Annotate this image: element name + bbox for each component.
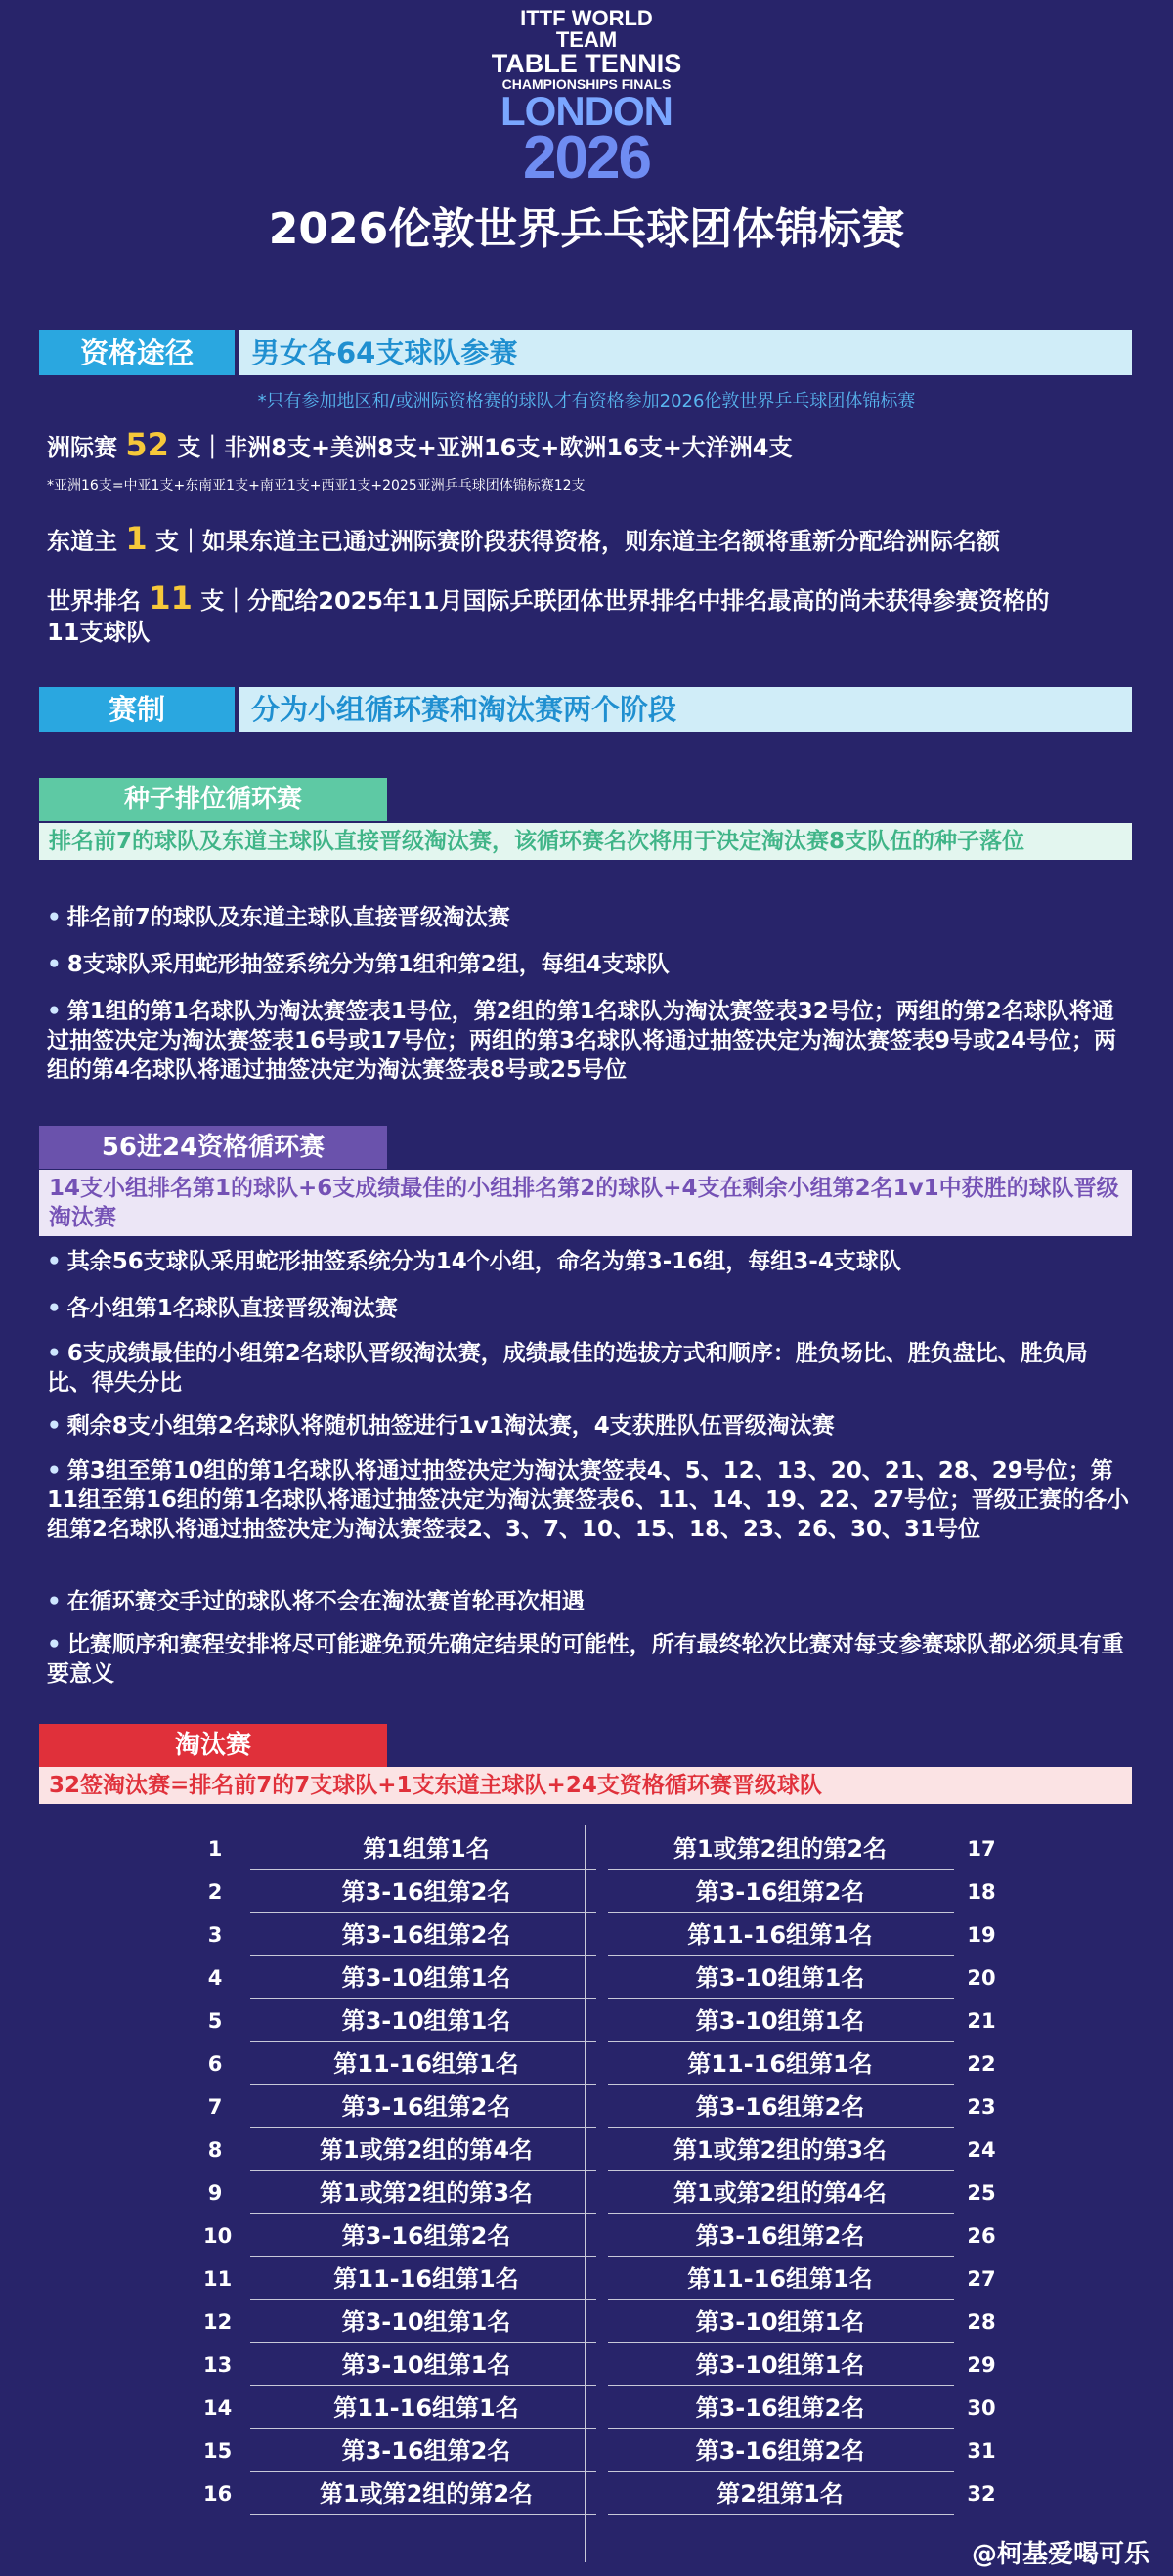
- bracket-right-slot: 第3-16组第2名: [695, 1878, 865, 1906]
- bracket-row: [203, 1827, 1005, 1870]
- qual56-tag: 56进24资格循环赛: [39, 1126, 387, 1169]
- bracket-left-slot: 第3-10组第1名: [341, 2351, 511, 2379]
- bracket-left-seed: 13: [203, 2353, 233, 2377]
- bracket-row: [203, 2300, 1005, 2343]
- bracket-right-seed: 17: [967, 1837, 996, 1861]
- bracket-right-seed: 21: [967, 2009, 996, 2033]
- bracket-row: [203, 2472, 1005, 2515]
- continental-number: 52: [125, 426, 169, 463]
- world-prefix: 世界排名: [47, 587, 141, 615]
- bracket-left-seed: 14: [203, 2396, 233, 2420]
- world-suffix-1: 支｜分配给2025年11月国际乒联团体世界排名中排名最高的尚未获得参赛资格的: [200, 587, 1050, 615]
- logo-line-4: LONDON: [500, 88, 673, 134]
- bracket-row: [203, 1870, 1005, 1913]
- logo-line-2: TABLE TENNIS: [491, 49, 682, 78]
- bracket-row: [203, 2429, 1005, 2472]
- bracket-left-slot: 第3-16组第2名: [341, 2222, 511, 2250]
- bracket-row: [203, 1913, 1005, 1956]
- row-underline: [250, 2514, 596, 2515]
- bracket-left-seed: 2: [207, 1880, 223, 1904]
- bracket-left-slot: 第3-16组第2名: [341, 1878, 511, 1906]
- bracket-right-seed: 32: [967, 2482, 996, 2506]
- watermark: @柯基爱喝可乐: [971, 2540, 1150, 2569]
- bracket-left-seed: 8: [207, 2138, 223, 2162]
- bracket-left-slot: 第1或第2组的第3名: [319, 2179, 534, 2207]
- bullet-dot-icon: •: [47, 1413, 62, 1438]
- page-title: 2026伦敦世界乒乓球团体锦标赛: [268, 204, 905, 254]
- bracket-left-slot: 第3-16组第2名: [341, 2437, 511, 2465]
- bracket-left-seed: 7: [207, 2095, 223, 2119]
- bracket-right-seed: 31: [967, 2439, 996, 2463]
- bracket-right-seed: 19: [967, 1923, 996, 1947]
- bracket-right-slot: 第3-10组第1名: [695, 1964, 865, 1992]
- bracket-right-slot: 第3-10组第1名: [695, 2351, 865, 2379]
- qual56-bullet-2: • 各小组第1名球队直接晋级淘汰赛: [47, 1296, 398, 1321]
- bracket-right-slot: 第3-16组第2名: [695, 2437, 865, 2465]
- bracket-left-slot: 第1或第2组的第4名: [319, 2136, 534, 2164]
- bracket-left-seed: 10: [203, 2224, 233, 2248]
- event-logo: [489, 6, 684, 192]
- bracket-right-slot: 第11-16组第1名: [687, 2050, 873, 2078]
- bracket-right-seed: 28: [967, 2310, 996, 2334]
- qual56-bullet-5: • 第3组至第10组的第1名球队将通过抽签决定为淘汰赛签表4、5、12、13、20、21、28、29号位；第11组至第16组的第1名球队将通过抽签决定为淘汰赛签表6、11、14、19、22、27号位；晋级正赛的各小组第2名球队将通过抽签决定为淘汰赛签表2、3、7、10、15、18、23、26、30、31号位: [47, 1458, 1130, 1542]
- format-desc: 分为小组循环赛和淘汰赛两个阶段: [239, 687, 1132, 732]
- bracket-left-seed: 11: [203, 2267, 233, 2291]
- bracket-left-seed: 12: [203, 2310, 233, 2334]
- qualification-desc: 男女各64支球队参赛: [239, 330, 1132, 375]
- bullet-dot-icon: •: [47, 1632, 62, 1657]
- bracket-left-seed: 15: [203, 2439, 233, 2463]
- bracket-right-seed: 27: [967, 2267, 996, 2291]
- bracket-left-seed: 5: [207, 2009, 223, 2033]
- bracket-right-seed: 22: [967, 2052, 996, 2076]
- bracket-left-slot: 第3-16组第2名: [341, 1921, 511, 1949]
- qual56-summary: 14支小组排名第1的球队+6支成绩最佳的小组排名第2的球队+4支在剩余小组第2名1v1中获胜的球队晋级淘汰赛: [39, 1170, 1132, 1236]
- bullet-dot-icon: •: [47, 1589, 62, 1614]
- world-number: 11: [149, 580, 193, 617]
- bracket-left-slot: 第1或第2组的第2名: [319, 2480, 534, 2508]
- bracket-right-slot: 第1或第2组的第2名: [673, 1835, 888, 1863]
- bracket-right-slot: 第3-16组第2名: [695, 2093, 865, 2121]
- bracket-right-slot: 第1或第2组的第3名: [673, 2136, 888, 2164]
- bracket-row: [203, 2386, 1005, 2429]
- bracket-right-seed: 18: [967, 1880, 996, 1904]
- bracket-row: [203, 2085, 1005, 2128]
- qual56-bullet-1: • 其余56支球队采用蛇形抽签系统分为14个小组，命名为第3-16组，每组3-4支球队: [47, 1249, 901, 1274]
- bracket-left-slot: 第11-16组第1名: [333, 2050, 519, 2078]
- qual56-bullet-6: • 在循环赛交手过的球队将不会在淘汰赛首轮再次相遇: [47, 1589, 585, 1614]
- bracket-left-slot: 第3-10组第1名: [341, 2007, 511, 2035]
- seed-bullet-1: • 排名前7的球队及东道主球队直接晋级淘汰赛: [47, 905, 510, 930]
- bullet-dot-icon: •: [47, 952, 62, 977]
- bullet-dot-icon: •: [47, 1249, 62, 1274]
- bracket-row: [203, 2128, 1005, 2171]
- logo-line-1: ITTF WORLD TEAM: [520, 6, 653, 52]
- bracket-right-seed: 23: [967, 2095, 996, 2119]
- bracket-right-seed: 25: [967, 2181, 996, 2205]
- bullet-dot-icon: •: [47, 905, 62, 930]
- qual56-bullet-3: • 6支成绩最佳的小组第2名球队晋级淘汰赛，成绩最佳的选拔方式和顺序：胜负场比、胜负盘比、胜负局比、得失分比: [47, 1341, 1088, 1395]
- seed-bullet-2: • 8支球队采用蛇形抽签系统分为第1组和第2组，每组4支球队: [47, 952, 670, 977]
- bracket-right-slot: 第3-16组第2名: [695, 2222, 865, 2250]
- bracket-right-slot: 第11-16组第1名: [687, 1921, 873, 1949]
- bracket-right-slot: 第3-10组第1名: [695, 2308, 865, 2336]
- bracket-left-seed: 16: [203, 2482, 233, 2506]
- bracket-right-seed: 26: [967, 2224, 996, 2248]
- logo-line-3: CHAMPIONSHIPS FINALS: [501, 76, 672, 92]
- continental-suffix: 支｜非洲8支+美洲8支+亚洲16支+欧洲16支+大洋洲4支: [177, 434, 793, 461]
- bullet-dot-icon: •: [47, 1458, 62, 1483]
- bracket-left-seed: 4: [207, 1966, 223, 1990]
- bracket-row: [203, 2257, 1005, 2300]
- bullet-dot-icon: •: [47, 1296, 62, 1321]
- bracket-left-seed: 9: [207, 2181, 223, 2205]
- qualification-note: *只有参加地区和/或洲际资格赛的球队才有资格参加2026伦敦世界乒乓球团体锦标赛: [257, 391, 916, 411]
- knockout-bracket: [203, 1827, 1005, 2560]
- bracket-left-seed: 3: [207, 1923, 223, 1947]
- bracket-row: [203, 2042, 1005, 2085]
- format-tag: 赛制: [39, 687, 235, 732]
- bracket-row: [203, 1956, 1005, 1999]
- bracket-right-slot: 第3-16组第2名: [695, 2394, 865, 2422]
- bullet-dot-icon: •: [47, 1341, 62, 1366]
- bracket-left-slot: 第11-16组第1名: [333, 2265, 519, 2293]
- seed-summary: 排名前7的球队及东道主球队直接晋级淘汰赛，该循环赛名次将用于决定淘汰赛8支队伍的种子落位: [39, 823, 1132, 860]
- host-prefix: 东道主: [47, 528, 117, 555]
- bracket-left-slot: 第3-10组第1名: [341, 1964, 511, 1992]
- host-number: 1: [125, 520, 148, 557]
- bracket-left-slot: 第3-16组第2名: [341, 2093, 511, 2121]
- qual56-bullet-7: • 比赛顺序和赛程安排将尽可能避免预先确定结果的可能性，所有最终轮次比赛对每支参赛球队都必须具有重要意义: [47, 1632, 1124, 1687]
- qualification-tag: 资格途径: [39, 330, 235, 375]
- world-ranking-line: [47, 582, 1151, 648]
- row-underline: [608, 2514, 954, 2515]
- knockout-tag: 淘汰赛: [39, 1724, 387, 1767]
- bracket-right-slot: 第2组第1名: [717, 2480, 844, 2508]
- bracket-left-seed: 6: [207, 2052, 223, 2076]
- bracket-right-seed: 29: [967, 2353, 996, 2377]
- seed-bullet-3: • 第1组的第1名球队为淘汰赛签表1号位，第2组的第1名球队为淘汰赛签表32号位；两组的第2名球队将通过抽签决定为淘汰赛签表16号或17号位；两组的第3名球队将通过抽签决定为淘汰赛签表9号或24号位；两组的第4名球队将通过抽签决定为淘汰赛签表8号或25号位: [47, 999, 1117, 1083]
- bracket-left-slot: 第11-16组第1名: [333, 2394, 519, 2422]
- bracket-row: [203, 2343, 1005, 2386]
- bracket-right-seed: 24: [967, 2138, 996, 2162]
- bracket-right-seed: 20: [967, 1966, 996, 1990]
- host-line: [47, 520, 1151, 557]
- host-suffix: 支｜如果东道主已通过洲际赛阶段获得资格，则东道主名额将重新分配给洲际名额: [154, 528, 1000, 555]
- continental-note: *亚洲16支=中亚1支+东南亚1支+南亚1支+西亚1支+2025亚洲乒乓球团体锦标赛12支: [47, 478, 586, 494]
- format-header: [39, 687, 1132, 732]
- bracket-left-seed: 1: [207, 1837, 223, 1861]
- world-suffix-2: 11支球队: [47, 619, 151, 646]
- bracket-right-slot: 第1或第2组的第4名: [673, 2179, 888, 2207]
- bracket-left-slot: 第3-10组第1名: [341, 2308, 511, 2336]
- bracket-row: [203, 1999, 1005, 2042]
- qual56-bullet-4: • 剩余8支小组第2名球队将随机抽签进行1v1淘汰赛，4支获胜队伍晋级淘汰赛: [47, 1413, 835, 1438]
- seed-tag: 种子排位循环赛: [39, 778, 387, 821]
- bracket-left-slot: 第1组第1名: [363, 1835, 490, 1863]
- bracket-right-seed: 30: [967, 2396, 996, 2420]
- bullet-dot-icon: •: [47, 999, 62, 1024]
- qualification-header: [39, 330, 1132, 375]
- knockout-summary: 32签淘汰赛=排名前7的7支球队+1支东道主球队+24支资格循环赛晋级球队: [39, 1767, 1132, 1804]
- continental-prefix: 洲际赛: [47, 434, 117, 461]
- bracket-right-slot: 第11-16组第1名: [687, 2265, 873, 2293]
- bracket-row: [203, 2171, 1005, 2214]
- continental-line: [47, 426, 1132, 463]
- bracket-right-slot: 第3-10组第1名: [695, 2007, 865, 2035]
- bracket-row: [203, 2214, 1005, 2257]
- logo-line-5: 2026: [523, 124, 650, 192]
